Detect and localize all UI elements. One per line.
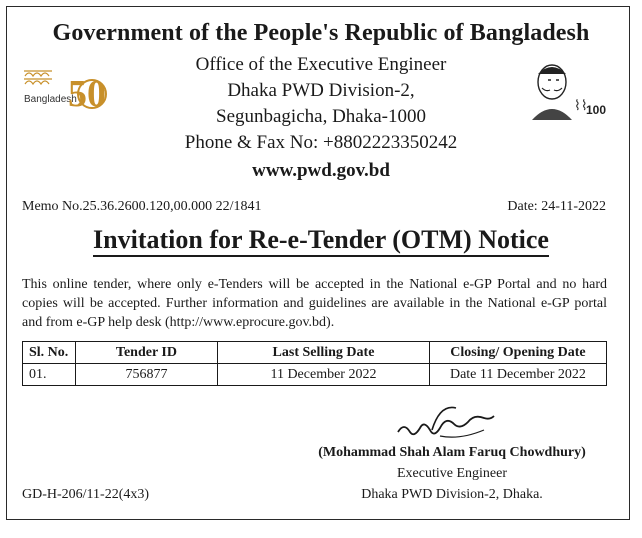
- notice-title-text: Invitation for Re-e-Tender (OTM) Notice: [93, 225, 549, 257]
- table-row: [23, 364, 607, 386]
- cell-sl-no: 01.: [23, 364, 76, 386]
- logo-100: 100: [586, 103, 607, 117]
- signer-title: Executive Engineer: [396, 466, 507, 481]
- cell-last-selling-date: 11 December 2022: [218, 364, 430, 386]
- notice-title: [0, 225, 642, 255]
- signer-name: (Mohammad Shah Alam Faruq Chowdhury): [318, 445, 586, 460]
- notice-body: This online tender, where only e-Tenders will be accepted in the National e-GP Portal and no hard copies will be accepted. Further information and guidelines are available in the National e-GP portal and from e-GP help desk (http://www.eprocure.gov.bd).: [22, 277, 607, 330]
- mujib-100-logo: [522, 58, 614, 122]
- header-tender-id: Tender ID: [75, 342, 217, 364]
- logo-number: 50: [68, 73, 106, 115]
- website-link[interactable]: www.pwd.gov.bd: [252, 160, 390, 181]
- header-sl-no: Sl. No.: [23, 342, 76, 364]
- division-name: Dhaka PWD Division-2,: [227, 80, 415, 101]
- reference-code: GD-H-206/11-22(4x3): [22, 487, 150, 502]
- header-last-selling-date: Last Selling Date: [218, 342, 430, 364]
- logo-caption: Bangladesh: [24, 94, 77, 105]
- tender-table: [22, 341, 607, 386]
- office-address: Segunbagicha, Dhaka-1000: [216, 106, 426, 127]
- signer-office: Dhaka PWD Division-2, Dhaka.: [361, 487, 543, 502]
- phone-fax: Phone & Fax No: +8802223350242: [184, 132, 458, 153]
- memo-date: Date: 24-11-2022: [507, 199, 606, 214]
- cell-closing-opening-date: Date 11 December 2022: [429, 364, 606, 386]
- office-name: Office of the Executive Engineer: [195, 54, 447, 75]
- handwritten-signature: [392, 400, 502, 444]
- government-heading: Government of the People's Republic of Bangladesh: [52, 20, 590, 46]
- table-header-row: [23, 342, 607, 364]
- portrait-icon: [532, 65, 572, 120]
- header-closing-opening-date: Closing/ Opening Date: [429, 342, 606, 364]
- memo-number: Memo No.25.36.2600.120,00.000 22/1841: [22, 199, 262, 214]
- logo-bangla-mark: ⌇⌇: [574, 98, 588, 114]
- cell-tender-id: 756877: [75, 364, 217, 386]
